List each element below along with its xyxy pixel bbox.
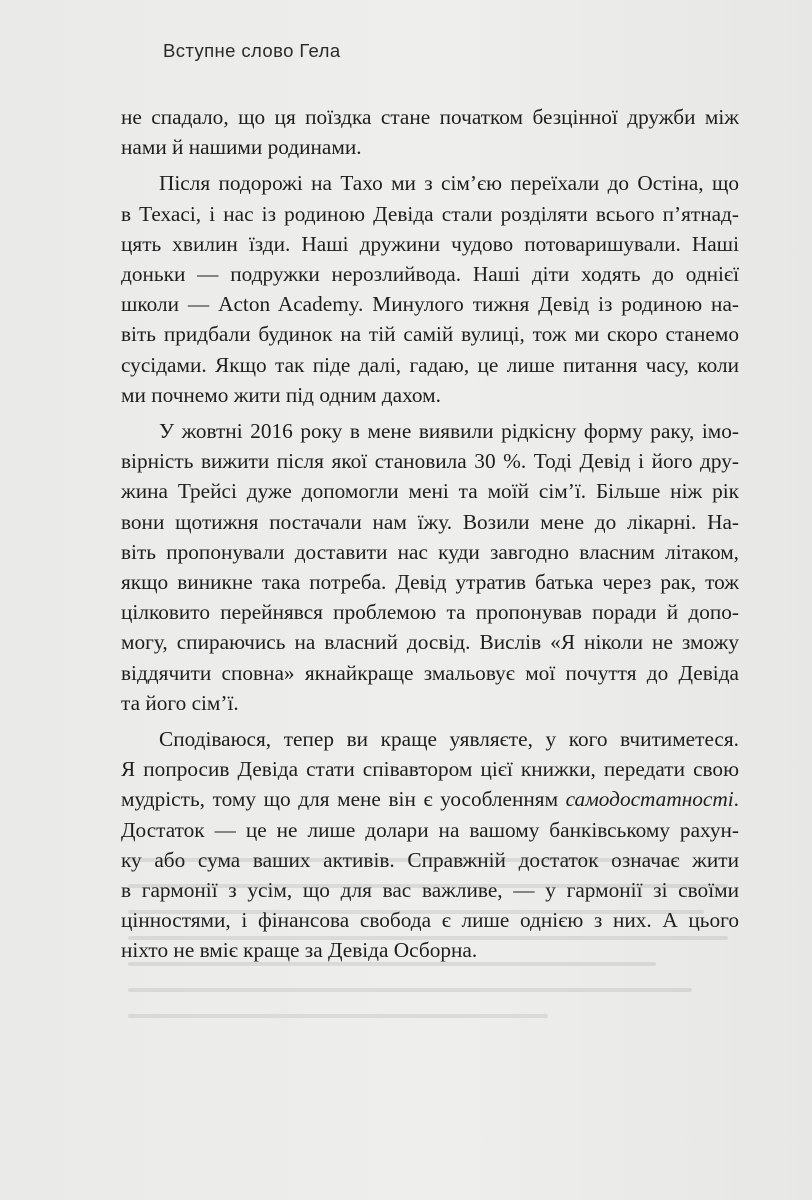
- text-line: Сподіваюся, тепер ви краще уявляєте, у кого вчитиметеся.: [159, 727, 739, 752]
- text-line: вони щотижня постачали нам їжу. Возили мене до лікарні. На-: [121, 509, 739, 534]
- paragraph: [121, 102, 739, 162]
- text-line: ми почнемо жити під одним дахом.: [121, 382, 441, 407]
- text-line: цінностями, і фінансова свобода є лише однією з них. А цього: [121, 908, 739, 933]
- text-line: віддячити сповна» якнайкраще змальовує мої почуття до Девіда: [121, 660, 739, 685]
- text-line: в Техасі, і нас із родиною Девіда стали розділяти всього п’ятнад-: [121, 201, 739, 226]
- text-line: ніхто не вміє краще за Девіда Осборна.: [121, 938, 478, 963]
- text-line: вірність вижити після якої становила 30 %. Тоді Девід і його дру-: [121, 449, 739, 474]
- text-line: мудрість, тому що для мене він є уособленням самодостатності.: [121, 787, 739, 812]
- text-line: віть пропонували доставити нас куди завгодно власним літаком,: [121, 539, 739, 564]
- text-line: могу, спираючись на власний досвід. Вислів «Я ніколи не зможу: [121, 630, 739, 655]
- running-header: Вступне слово Гела: [163, 40, 341, 61]
- text-line: Я попросив Девіда стати співавтором цієї книжки, передати свою: [121, 757, 739, 782]
- text-line: ку або сума ваших активів. Справжній достаток означає жити: [121, 847, 739, 872]
- body-text: [121, 102, 739, 966]
- text-line: У жовтні 2016 року в мене виявили рідкісну форму раку, імо-: [159, 419, 739, 444]
- text-line: нами й нашими родинами.: [121, 135, 362, 160]
- text-line: сусідами. Якщо так піде далі, гадаю, це лише питання часу, коли: [121, 352, 739, 377]
- text-line: жина Трейсі дуже допомогли мені та моїй сім’ї. Більше ніж рік: [121, 479, 739, 504]
- paragraph: [121, 168, 739, 410]
- text-line: Достаток — це не лише долари на вашому банківському рахун-: [121, 817, 739, 842]
- text-line: не спадало, що ця поїздка стане початком безцінної дружби між: [121, 105, 739, 129]
- text-line: цять хвилин їзди. Наші дружини чудово потоваришували. Наші: [121, 231, 739, 256]
- text-line: школи — Acton Academy. Минулого тижня Девід із родиною на-: [121, 292, 739, 317]
- text-line: в гармонії з усім, що для вас важливе, — у гармонії зі своїми: [121, 878, 739, 903]
- text-line: доньки — подружки нерозлийвода. Наші діти ходять до однієї: [121, 262, 739, 287]
- paragraph: [121, 416, 739, 718]
- show-through-shadow: [128, 858, 728, 1058]
- text-line: цілковито перейнявся проблемою та пропонував поради й допо-: [121, 600, 739, 625]
- text-line: якщо виникне така потреба. Девід утратив батька через рак, тож: [121, 570, 739, 595]
- emphasized-term: самодостатності: [565, 787, 734, 812]
- text-line: Після подорожі на Тахо ми з сім’єю переїхали до Остіна, що: [159, 171, 739, 196]
- text-line: та його сім’ї.: [121, 690, 239, 715]
- text-line: віть придбали будинок на тій самій вулиці, тож ми скоро станемо: [121, 322, 739, 347]
